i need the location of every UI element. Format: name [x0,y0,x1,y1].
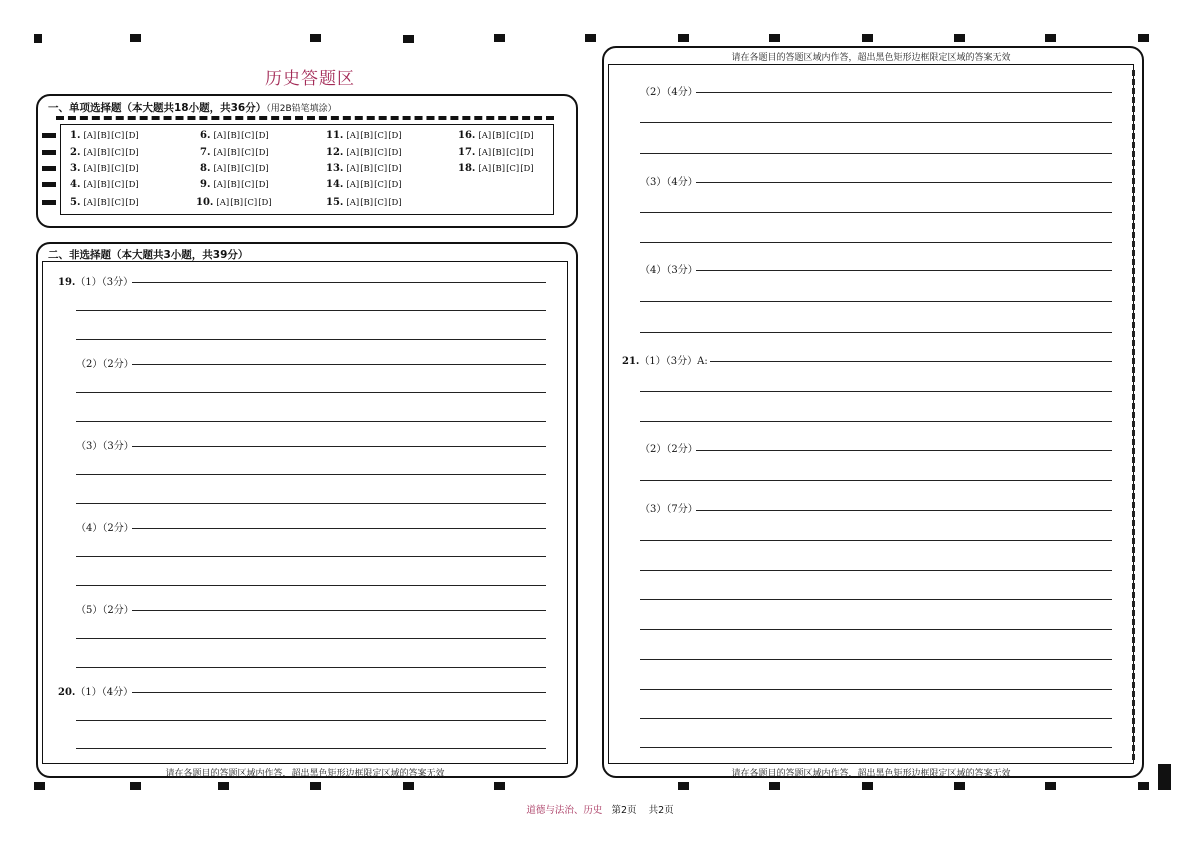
section-2-heading: 二、非选择题（本大题共3小题，共39分） [48,249,249,261]
answer-line[interactable] [76,585,546,586]
boundary-warning: 请在各题目的答题区域内作答，超出黑色矩形边框限定区域的答案无效 [731,53,1011,63]
answer-line[interactable] [696,450,1112,451]
choice-question[interactable]: 7. [A][B][C][D] [200,147,269,158]
q19-part-4-label: （4）（2分） [76,519,136,534]
q19-part-2-label: （2）（2分） [76,355,136,370]
boundary-warning: 请在各题目的答题区域内作答，超出黑色矩形边框限定区域的答案无效 [731,769,1011,779]
edge-dashes [1132,70,1135,760]
answer-line[interactable] [76,339,546,340]
answer-line[interactable] [640,747,1112,748]
choice-question[interactable]: 18. [A][B][C][D] [458,163,534,174]
registration-mark [678,34,689,42]
registration-mark [1138,782,1149,790]
answer-line[interactable] [640,570,1112,571]
answer-line[interactable] [640,242,1112,243]
answer-line[interactable] [640,659,1112,660]
timing-mark [42,182,56,187]
answer-line[interactable] [76,748,546,749]
answer-line[interactable] [640,599,1112,600]
answer-line[interactable] [132,528,546,529]
footer-total: 共2页 [648,805,674,816]
registration-mark [862,782,873,790]
divider [56,116,554,120]
question-number: 20. [58,687,76,698]
answer-line[interactable] [640,153,1112,154]
q21-part-2-label: （2）（2分） [640,440,700,455]
answer-line[interactable] [76,392,546,393]
registration-mark [769,782,780,790]
answer-line[interactable] [640,391,1112,392]
answer-line[interactable] [76,720,546,721]
section-1-note: （用2B铅笔填涂） [266,104,337,114]
answer-line[interactable] [640,629,1112,630]
registration-mark [954,782,965,790]
registration-mark [34,782,45,790]
timing-mark [42,133,56,138]
answer-line[interactable] [132,282,546,283]
registration-mark [403,35,414,43]
choice-question[interactable]: 14. [A][B][C][D] [326,179,402,190]
answer-line[interactable] [640,689,1112,690]
registration-mark [130,782,141,790]
choice-question[interactable]: 9. [A][B][C][D] [200,179,269,190]
q19-part-5-label: （5）（2分） [76,601,136,616]
answer-line[interactable] [640,540,1112,541]
answer-line[interactable] [640,718,1112,719]
choice-question[interactable]: 15. [A][B][C][D] [326,197,402,208]
q21-part-1-label [622,352,710,367]
choice-question[interactable]: 2. [A][B][C][D] [70,147,139,158]
choice-question[interactable]: 3. [A][B][C][D] [70,163,139,174]
answer-line[interactable] [76,556,546,557]
registration-mark [1045,34,1056,42]
answer-line[interactable] [640,480,1112,481]
timing-mark [42,200,56,205]
timing-mark [42,150,56,155]
registration-mark [403,782,414,790]
q20-part-3-label: （3）（4分） [640,173,700,188]
registration-mark [1138,34,1149,42]
choice-question[interactable]: 17. [A][B][C][D] [458,147,534,158]
answer-line[interactable] [76,667,546,668]
answer-line[interactable] [76,310,546,311]
choice-question[interactable]: 5. [A][B][C][D] [70,197,139,208]
choice-question[interactable]: 8. [A][B][C][D] [200,163,269,174]
choice-question[interactable]: 12. [A][B][C][D] [326,147,402,158]
registration-mark [494,782,505,790]
answer-line[interactable] [76,638,546,639]
answer-line[interactable] [132,692,546,693]
q20-part-1-label [58,683,135,698]
q19-part-1-label [58,273,135,288]
registration-mark [34,34,42,43]
registration-mark [130,34,141,42]
part-label: （1）（4分） [75,687,134,698]
choice-question[interactable]: 1. [A][B][C][D] [70,130,139,141]
choice-question[interactable]: 6. [A][B][C][D] [200,130,269,141]
footer-page: 第2页 [611,805,637,816]
page-footer [0,802,1200,816]
answer-line[interactable] [640,212,1112,213]
registration-mark [678,782,689,790]
registration-mark [954,34,965,42]
page-title: 历史答题区 [265,69,355,89]
answer-line[interactable] [76,474,546,475]
choice-question[interactable]: 13. [A][B][C][D] [326,163,402,174]
answer-line[interactable] [640,332,1112,333]
registration-mark [494,34,505,42]
section-1-heading [48,100,337,115]
answer-line[interactable] [696,270,1112,271]
answer-line[interactable] [640,421,1112,422]
question-number: 21. [622,356,640,367]
choice-question[interactable]: 10. [A][B][C][D] [196,197,272,208]
q20-part-2-label: （2）（4分） [640,83,700,98]
registration-mark [310,782,321,790]
answer-line[interactable] [696,92,1112,93]
registration-mark [1158,764,1171,790]
section-1-title: 一、单项选择题（本大题共18小题，共36分） [48,102,267,114]
boundary-warning: 请在各题目的答题区域内作答，超出黑色矩形边框限定区域的答案无效 [165,769,445,779]
registration-mark [310,34,321,42]
answer-line[interactable] [640,122,1112,123]
part-label: （1）（3分）A: [639,356,708,367]
choice-question[interactable]: 4. [A][B][C][D] [70,179,139,190]
answer-line[interactable] [132,446,546,447]
answer-line[interactable] [132,364,546,365]
registration-mark [1045,782,1056,790]
q20-part-4-label: （4）（3分） [640,261,700,276]
registration-mark [862,34,873,42]
answer-line[interactable] [640,301,1112,302]
registration-mark [769,34,780,42]
part-label: （1）（3分） [75,277,134,288]
choice-question[interactable]: 16. [A][B][C][D] [458,130,534,141]
question-number: 19. [58,277,76,288]
timing-mark [42,166,56,171]
choice-question[interactable]: 11. [A][B][C][D] [326,130,402,141]
q21-part-3-label: （3）（7分） [640,500,700,515]
answer-line[interactable] [76,421,546,422]
registration-mark [585,34,596,42]
answer-line[interactable] [710,361,1112,362]
answer-line[interactable] [76,503,546,504]
q19-part-3-label: （3）（3分） [76,437,136,452]
registration-mark [218,782,229,790]
answer-line[interactable] [132,610,546,611]
answer-line[interactable] [696,182,1112,183]
footer-subject: 道德与法治、历史 [526,805,603,816]
answer-line[interactable] [696,510,1112,511]
